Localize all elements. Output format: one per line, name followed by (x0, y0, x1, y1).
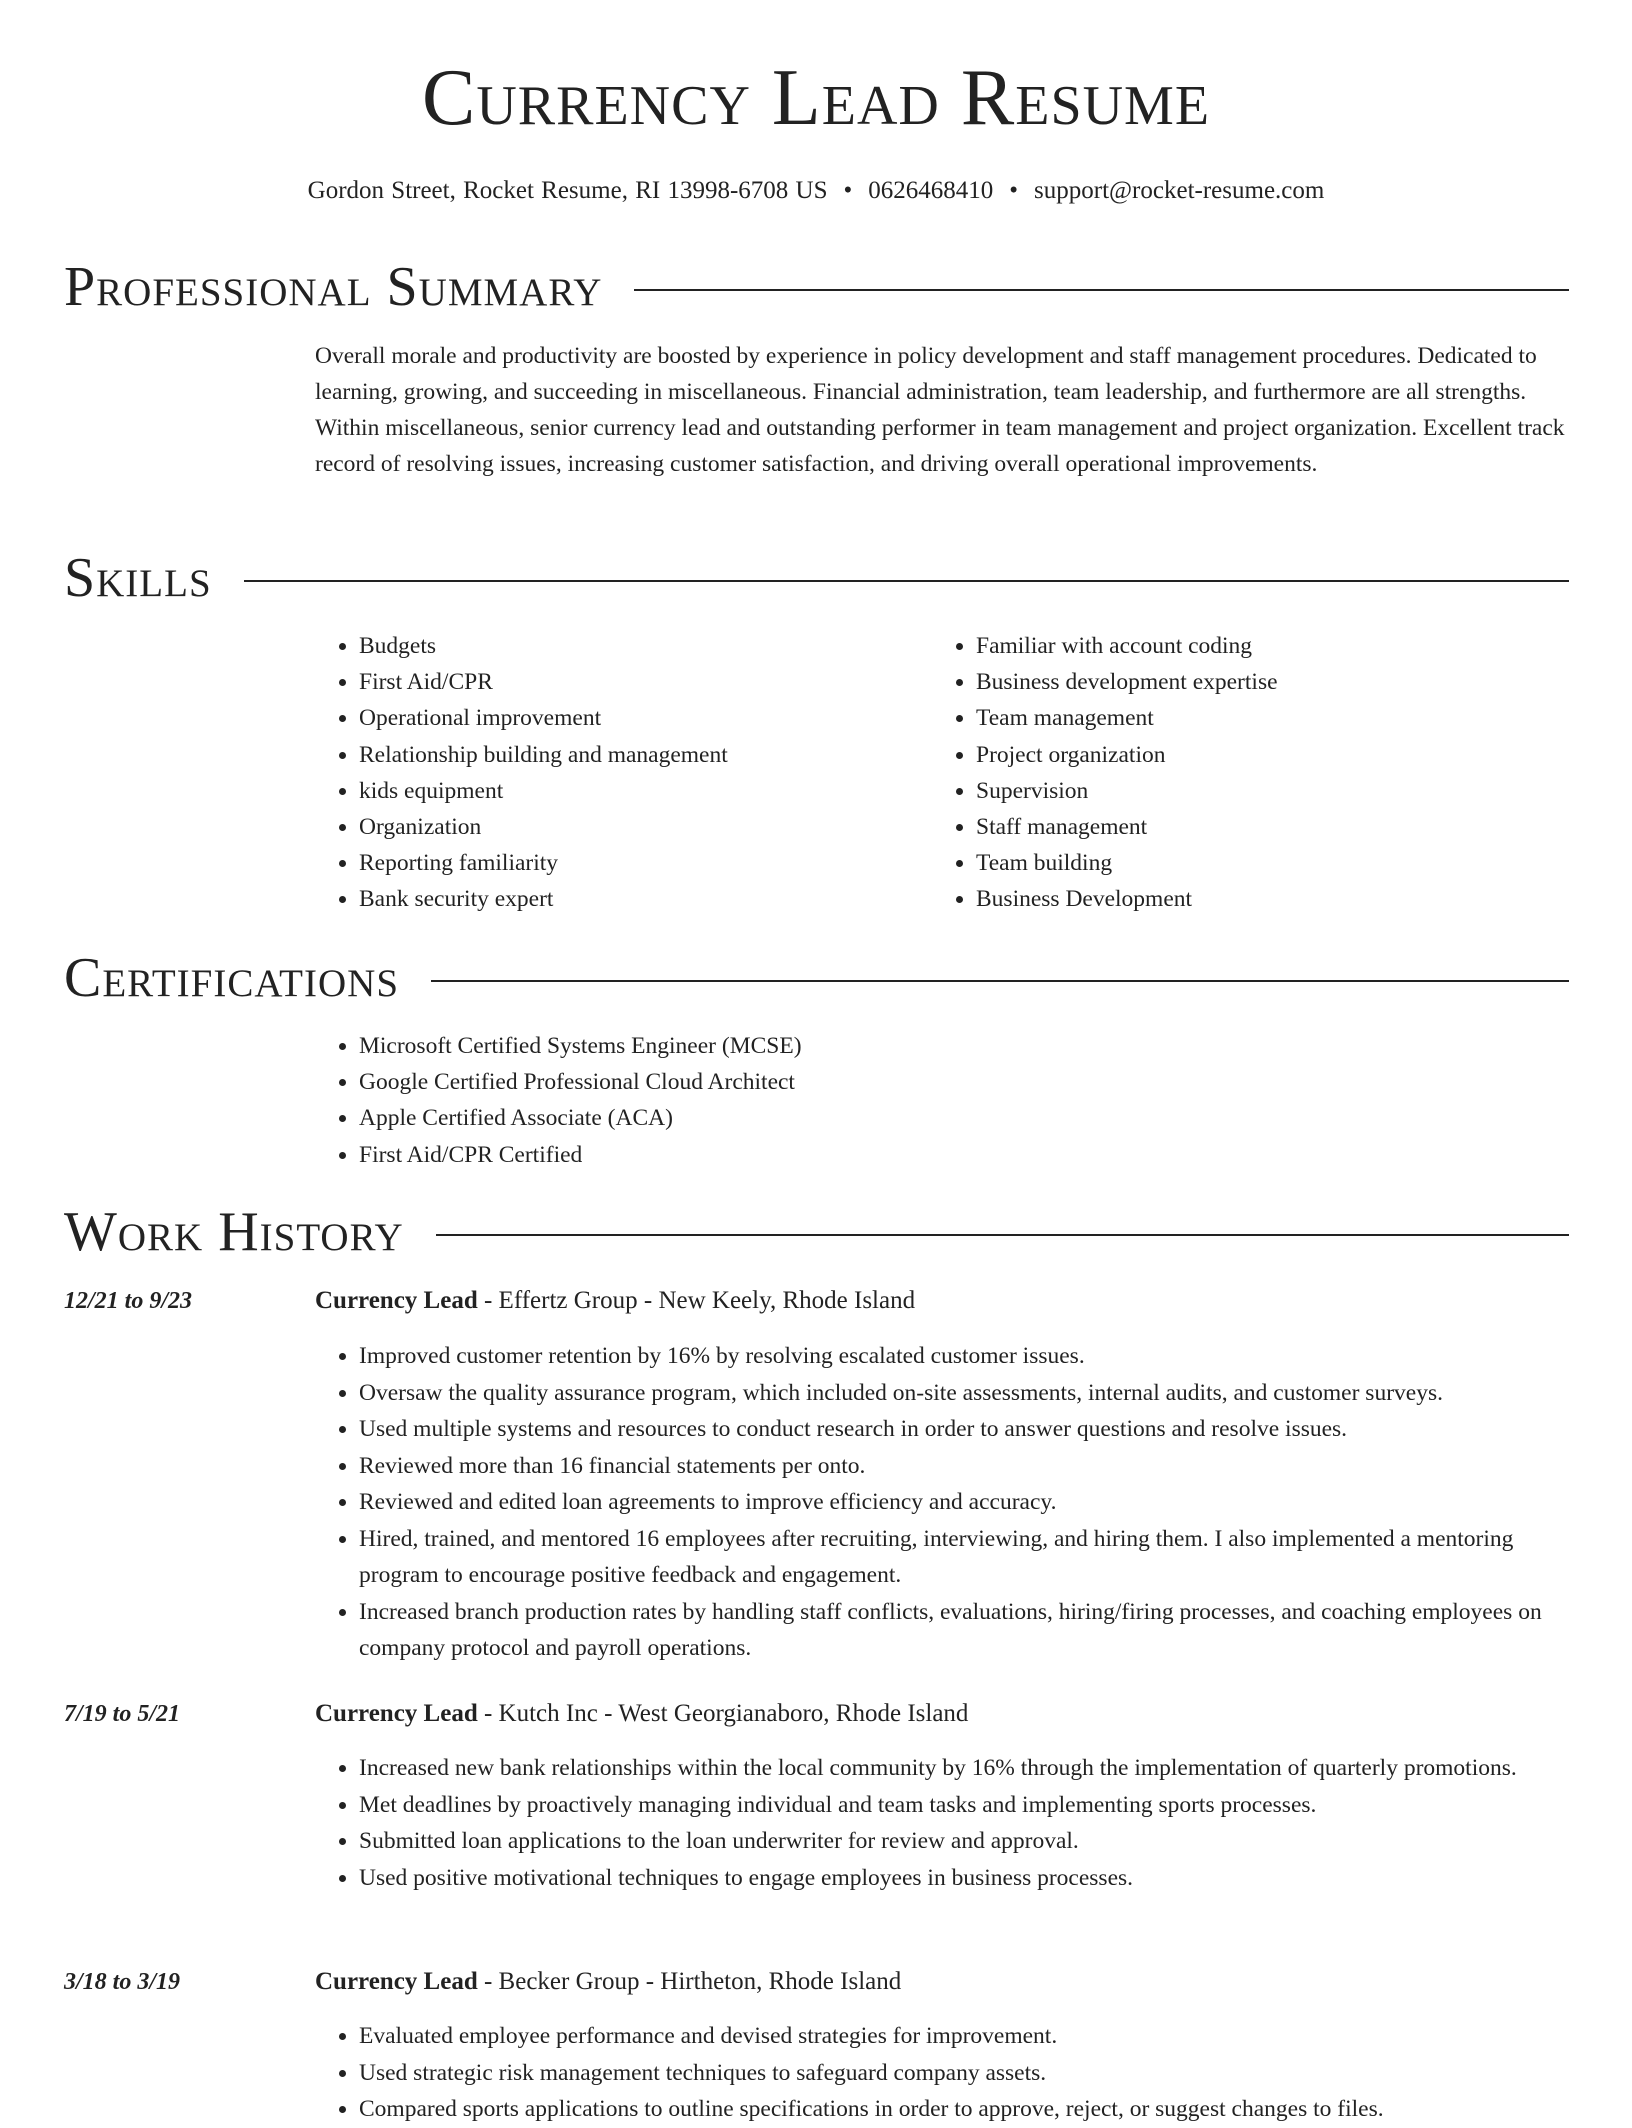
list-item: • Relationship building and management (359, 737, 915, 773)
list-item: • Apple Certified Associate (ACA) (359, 1100, 802, 1136)
list-item: • Budgets (359, 628, 915, 664)
list-item: • Team management (976, 700, 1572, 736)
list-item: • Operational improvement (359, 700, 915, 736)
summary-heading: Professional Summary (64, 256, 603, 318)
list-item: • Improved customer retention by 16% by resolving escalated customer issues. (359, 1338, 1575, 1375)
job-bullet-list (315, 2018, 1575, 2128)
work-history-section-header (64, 1201, 1569, 1263)
list-item: • Used strategic risk management techniques to safeguard company assets. (359, 2055, 1575, 2092)
list-item: • Oversaw the quality assurance program, which included on-site assessments, internal audits, and customer surveys. (359, 1375, 1575, 1412)
list-item: • Increased branch production rates by handling staff conflicts, evaluations, hiring/firing processes, and coaching employees on company protocol and payroll operations. (359, 1594, 1575, 1667)
list-item: • Submitted loan applications to the loan underwriter for review and approval. (359, 1823, 1575, 1860)
job-role: Currency Lead (315, 1700, 478, 1727)
list-item: • Familiar with account coding (976, 628, 1572, 664)
list-item: • Team building (976, 845, 1572, 881)
section-divider (634, 289, 1569, 291)
section-divider (436, 1234, 1569, 1236)
list-item: • First Aid/CPR Certified (359, 1137, 802, 1173)
contact-separator: • (1009, 177, 1019, 204)
skills-column-right (932, 628, 1572, 918)
job-bullet-list (315, 1338, 1575, 1667)
job-bullets (315, 2018, 1575, 2128)
job-details: - Kutch Inc - West Georgianaboro, Rhode Island (477, 1700, 969, 1727)
list-item: • Staff management (976, 809, 1572, 845)
list-item: • Compared sports applications to outline specifications in order to approve, reject, or suggest changes to files. (359, 2091, 1575, 2128)
job-bullets (315, 1338, 1575, 1667)
skills-column-left (315, 628, 915, 918)
list-item: • First Aid/CPR (359, 664, 915, 700)
job-bullet-list (315, 1750, 1575, 1896)
job-bullets (315, 1750, 1575, 1896)
certifications-list (315, 1028, 802, 1173)
list-item: • Used positive motivational techniques to engage employees in business processes. (359, 1860, 1575, 1897)
work-history-heading: Work History (64, 1201, 404, 1263)
list-item: • Project organization (976, 737, 1572, 773)
certifications-block (315, 1028, 802, 1173)
contact-line (0, 174, 1632, 208)
resume-title: Currency Lead Resume (421, 54, 1211, 142)
list-item: • Business Development (976, 881, 1572, 917)
list-item: • Supervision (976, 773, 1572, 809)
skills-heading: Skills (64, 547, 212, 609)
skills-list-left (315, 628, 915, 918)
job-details: - Effertz Group - New Keely, Rhode Island (477, 1287, 916, 1314)
contact-separator: • (843, 177, 853, 204)
job-dates: 3/18 to 3/19 (64, 1969, 181, 1995)
section-divider (244, 580, 1569, 582)
list-item: • Reporting familiarity (359, 845, 915, 881)
list-item: • Hired, trained, and mentored 16 employees after recruiting, interviewing, and hiring them. I also implemented a mentoring program to encourage positive feedback and engagement. (359, 1521, 1575, 1594)
certifications-section-header (64, 947, 1569, 1009)
list-item: • Met deadlines by proactively managing individual and team tasks and implementing sports processes. (359, 1787, 1575, 1824)
job-dates: 12/21 to 9/23 (64, 1288, 193, 1314)
list-item: • Bank security expert (359, 881, 915, 917)
list-item: • Business development expertise (976, 664, 1572, 700)
contact-phone: 0626468410 (868, 177, 994, 204)
summary-text: Overall morale and productivity are boosted by experience in policy development and staff management procedures. Dedicated to learning, growing, and succeeding in miscellaneous. Financial administration, team leadership, and furthermore are all strengths. Within miscellaneous, senior currency lead and outstanding performer in team management and project organization. Excellent track record of resolving issues, increasing customer satisfaction, and driving overall operational improvements. (315, 343, 1565, 477)
list-item: • Evaluated employee performance and devised strategies for improvement. (359, 2018, 1575, 2055)
list-item: • Organization (359, 809, 915, 845)
job-role: Currency Lead (315, 1287, 478, 1314)
skills-list-right (932, 628, 1572, 918)
job-title-line (315, 1697, 968, 1731)
contact-address: Gordon Street, Rocket Resume, RI 13998-6708 US (307, 177, 828, 204)
list-item: • Google Certified Professional Cloud Architect (359, 1064, 802, 1100)
list-item: • kids equipment (359, 773, 915, 809)
job-details: - Becker Group - Hirtheton, Rhode Island (477, 1968, 902, 1995)
summary-section-header (64, 256, 1569, 318)
certifications-heading: Certifications (64, 947, 400, 1009)
section-divider (431, 980, 1569, 982)
list-item: • Reviewed more than 16 financial statements per onto. (359, 1448, 1575, 1485)
list-item: • Increased new bank relationships within the local community by 16% through the implementation of quarterly promotions. (359, 1750, 1575, 1787)
contact-email: support@rocket-resume.com (1034, 177, 1325, 204)
list-item: • Used multiple systems and resources to conduct research in order to answer questions and resolve issues. (359, 1411, 1575, 1448)
job-title-line (315, 1965, 901, 1999)
job-dates: 7/19 to 5/21 (64, 1701, 181, 1727)
job-role: Currency Lead (315, 1968, 478, 1995)
list-item: • Microsoft Certified Systems Engineer (MCSE) (359, 1028, 802, 1064)
list-item: • Reviewed and edited loan agreements to improve efficiency and accuracy. (359, 1484, 1575, 1521)
job-title-line (315, 1284, 915, 1318)
skills-section-header (64, 547, 1569, 609)
